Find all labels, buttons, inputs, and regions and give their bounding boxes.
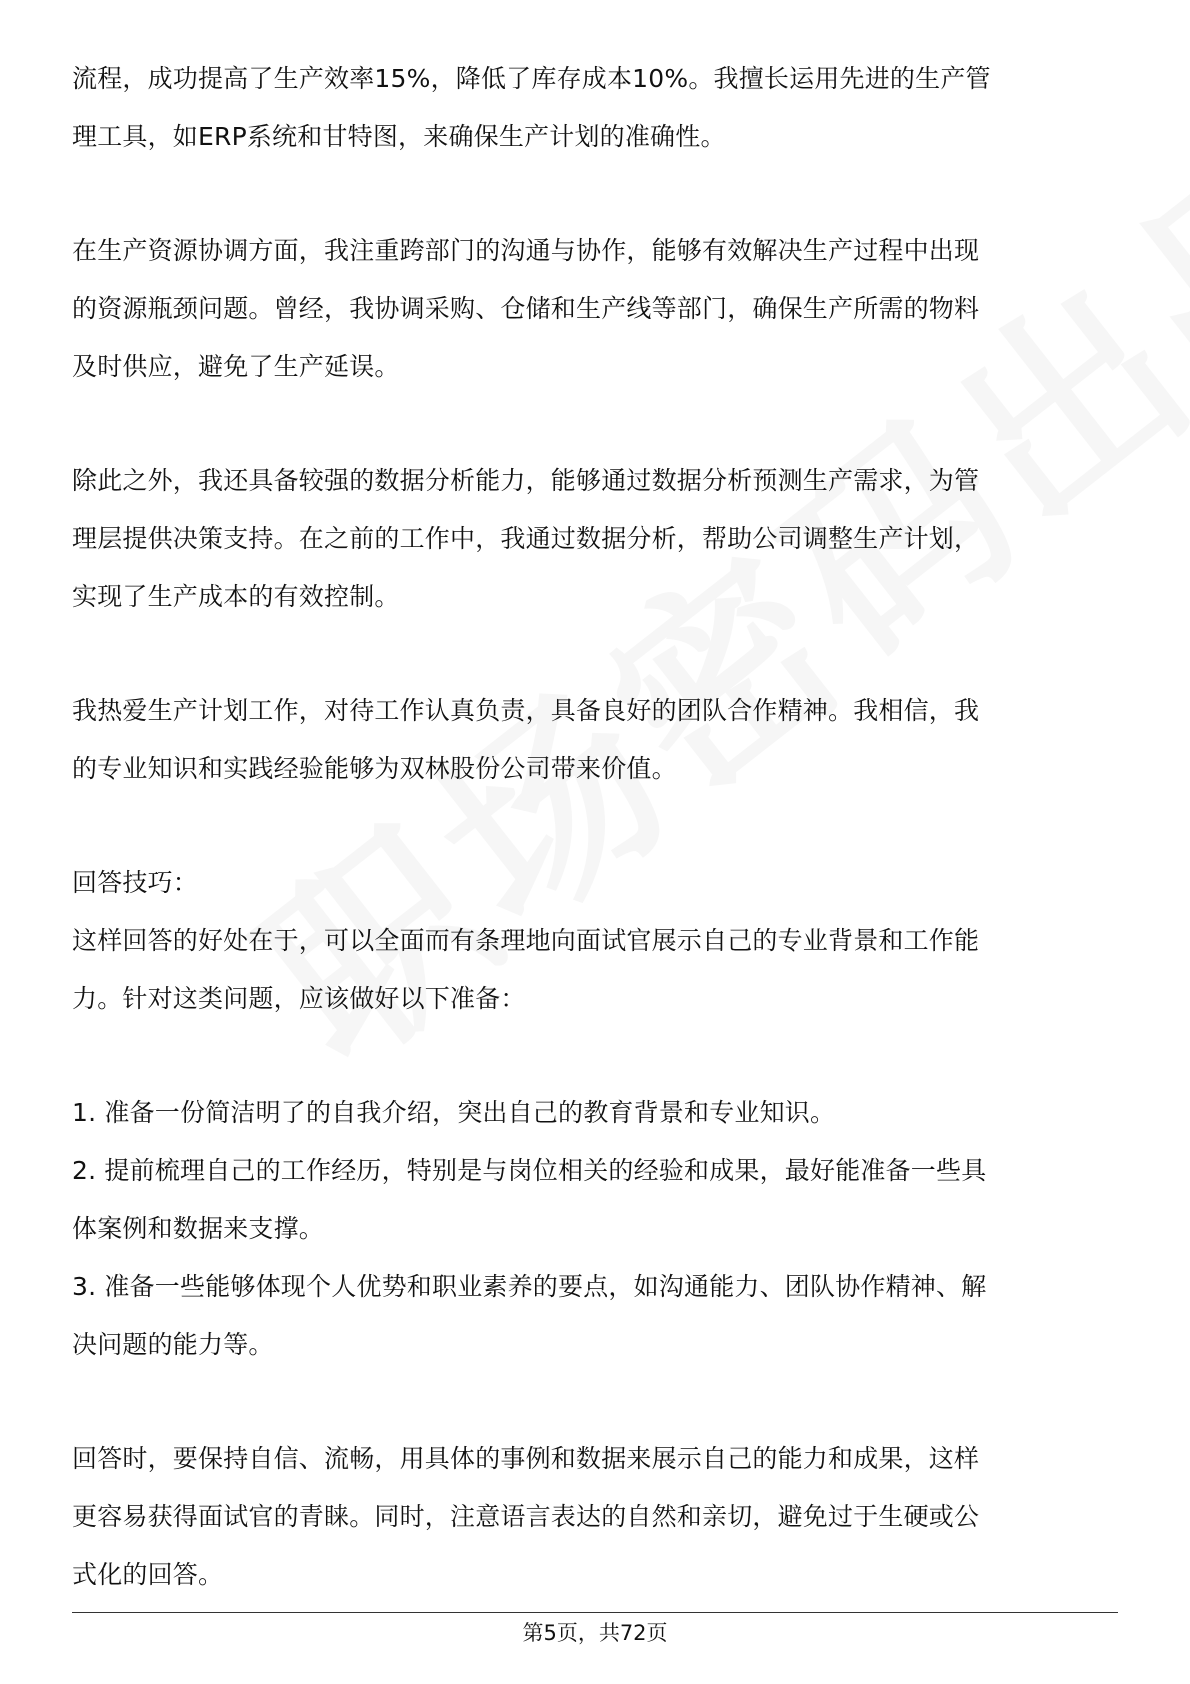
text-line: 流程，成功提高了生产效率15%，降低了库存成本10%。我擅长运用先进的生产管 bbox=[72, 64, 991, 93]
list-item-continuation: 决问题的能力等。 bbox=[72, 1330, 274, 1359]
paragraph bbox=[72, 50, 1122, 166]
text-line: 回答时，要保持自信、流畅，用具体的事例和数据来展示自己的能力和成果，这样 bbox=[72, 1444, 980, 1473]
list-item: 3. 准备一些能够体现个人优势和职业素养的要点，如沟通能力、团队协作精神、解 bbox=[72, 1272, 987, 1301]
text-line: 及时供应，避免了生产延误。 bbox=[72, 352, 400, 381]
text-line: 的专业知识和实践经验能够为双林股份公司带来价值。 bbox=[72, 754, 677, 783]
tips-section bbox=[72, 854, 1122, 1028]
text-line: 除此之外，我还具备较强的数据分析能力，能够通过数据分析预测生产需求，为管 bbox=[72, 466, 980, 495]
list-item: 2. 提前梳理自己的工作经历，特别是与岗位相关的经验和成果，最好能准备一些具 bbox=[72, 1156, 987, 1185]
list-item: 1. 准备一份简洁明了的自我介绍，突出自己的教育背景和专业知识。 bbox=[72, 1098, 836, 1127]
section-heading: 回答技巧： bbox=[72, 868, 199, 897]
document-body bbox=[72, 50, 1122, 1604]
paragraph bbox=[72, 682, 1122, 798]
text-line: 式化的回答。 bbox=[72, 1560, 224, 1589]
text-line: 这样回答的好处在于，可以全面而有条理地向面试官展示自己的专业背景和工作能 bbox=[72, 926, 980, 955]
paragraph bbox=[72, 1430, 1122, 1604]
numbered-list bbox=[72, 1084, 1122, 1374]
paragraph bbox=[72, 452, 1122, 626]
list-item-continuation: 体案例和数据来支撑。 bbox=[72, 1214, 325, 1243]
text-line: 我热爱生产计划工作，对待工作认真负责，具备良好的团队合作精神。我相信，我 bbox=[72, 696, 980, 725]
text-line: 在生产资源协调方面，我注重跨部门的沟通与协作，能够有效解决生产过程中出现 bbox=[72, 236, 980, 265]
paragraph bbox=[72, 222, 1122, 396]
text-line: 的资源瓶颈问题。曾经，我协调采购、仓储和生产线等部门，确保生产所需的物料 bbox=[72, 294, 980, 323]
text-line: 实现了生产成本的有效控制。 bbox=[72, 582, 400, 611]
text-line: 更容易获得面试官的青睐。同时，注意语言表达的自然和亲切，避免过于生硬或公 bbox=[72, 1502, 980, 1531]
footer-divider bbox=[72, 1612, 1118, 1613]
text-line: 力。针对这类问题，应该做好以下准备： bbox=[72, 984, 526, 1013]
text-line: 理工具，如ERP系统和甘特图，来确保生产计划的准确性。 bbox=[72, 122, 726, 151]
page-number: 第5页，共72页 bbox=[522, 1621, 668, 1645]
text-line: 理层提供决策支持。在之前的工作中，我通过数据分析，帮助公司调整生产计划， bbox=[72, 524, 980, 553]
